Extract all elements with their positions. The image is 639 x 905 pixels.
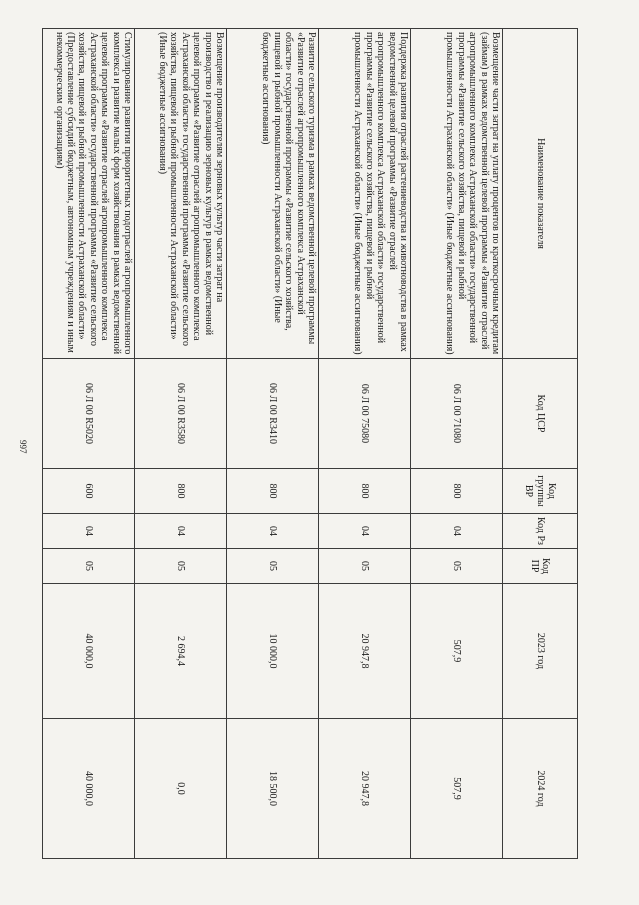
header-2024: 2024 год — [503, 719, 578, 859]
row-csr: 06 Л 00 R3580 — [135, 359, 227, 469]
row-vr: 800 — [319, 469, 411, 514]
row-vr: 800 — [411, 469, 503, 514]
row-2024: 18 500,0 — [227, 719, 319, 859]
header-csr: Код ЦСР — [503, 359, 578, 469]
row-rz: 04 — [227, 514, 319, 549]
table-row — [43, 29, 135, 859]
table-row — [411, 29, 503, 859]
row-csr: 06 Л 00 71080 — [411, 359, 503, 469]
row-name: Возмещение части затрат на уплату процентов по краткосрочным кредитам (займам) в рамках ведомственной целевой программы «Развитие отраслей агропромышленного комплекса Астраханской области» государственной программы «Развитие сельского хозяйства, пищевой и рыбной промышленности Астраханской области» (Иные бюджетные ассигнования) — [411, 29, 503, 359]
row-2023: 2 694,4 — [135, 584, 227, 719]
table-row — [319, 29, 411, 859]
row-pr: 05 — [227, 549, 319, 584]
budget-table-rotated — [46, 28, 578, 858]
row-2024: 0,0 — [135, 719, 227, 859]
table-row — [227, 29, 319, 859]
header-rz: Код Рз — [503, 514, 578, 549]
page-number: 997 — [18, 440, 28, 454]
row-rz: 04 — [135, 514, 227, 549]
row-vr: 800 — [135, 469, 227, 514]
row-2023: 20 947,8 — [319, 584, 411, 719]
row-name: Развитие сельского туризма в рамках ведомственной целевой программы «Развитие отраслей агропромышленного комплекса Астраханской области» государственной программы «Развитие сельского хозяйства, пищевой и рыбной промышленности Астраханской области» (Иные бюджетные ассигнования) — [227, 29, 319, 359]
header-vr: Код группы ВР — [503, 469, 578, 514]
row-name: Возмещение производителям зерновых культур части затрат на производство и реализацию зерновых культур в рамках ведомственной целевой программы «Развитие отраслей агропромышленного комплекса Астраханской области» государственной программы «Развитие сельского хозяйства, пищевой и рыбной промышленности Астраханской области» (Иные бюджетные ассигнования) — [135, 29, 227, 359]
row-rz: 04 — [43, 514, 135, 549]
header-name: Наименование показателя — [503, 29, 578, 359]
row-rz: 04 — [411, 514, 503, 549]
row-name: Стимулирование развития приоритетных подотраслей агропромышленного комплекса и развитие малых форм хозяйствования в рамках ведомственной целевой программы «Развитие отраслей агропромышленного комплекса Астраханской области» государственной программы «Развитие сельского хозяйства, пищевой и рыбной промышленности Астраханской области» (Предоставление субсидий бюджетным, автономным учреждениям и иным некоммерческим организациям) — [43, 29, 135, 359]
row-pr: 05 — [319, 549, 411, 584]
row-2023: 10 000,0 — [227, 584, 319, 719]
row-2024: 507,9 — [411, 719, 503, 859]
row-csr: 06 Л 00 R5020 — [43, 359, 135, 469]
table-row — [135, 29, 227, 859]
header-2023: 2023 год — [503, 584, 578, 719]
table-header-row — [503, 29, 578, 859]
row-vr: 800 — [227, 469, 319, 514]
row-pr: 05 — [135, 549, 227, 584]
row-csr: 06 Л 00 75080 — [319, 359, 411, 469]
row-2024: 40 000,0 — [43, 719, 135, 859]
row-pr: 05 — [411, 549, 503, 584]
row-name: Поддержка развития отраслей растениеводства и животноводства в рамках ведомственной целевой программы «Развитие отраслей агропромышленного комплекса Астраханской области» государственной программы «Развитие сельского хозяйства, пищевой и рыбной промышленности Астраханской области» (Иные бюджетные ассигнования) — [319, 29, 411, 359]
row-2023: 40 000,0 — [43, 584, 135, 719]
budget-table — [42, 28, 578, 859]
row-csr: 06 Л 00 R3410 — [227, 359, 319, 469]
row-pr: 05 — [43, 549, 135, 584]
row-vr: 600 — [43, 469, 135, 514]
row-rz: 04 — [319, 514, 411, 549]
row-2024: 20 947,8 — [319, 719, 411, 859]
row-2023: 507,9 — [411, 584, 503, 719]
header-pr: Код ПР — [503, 549, 578, 584]
